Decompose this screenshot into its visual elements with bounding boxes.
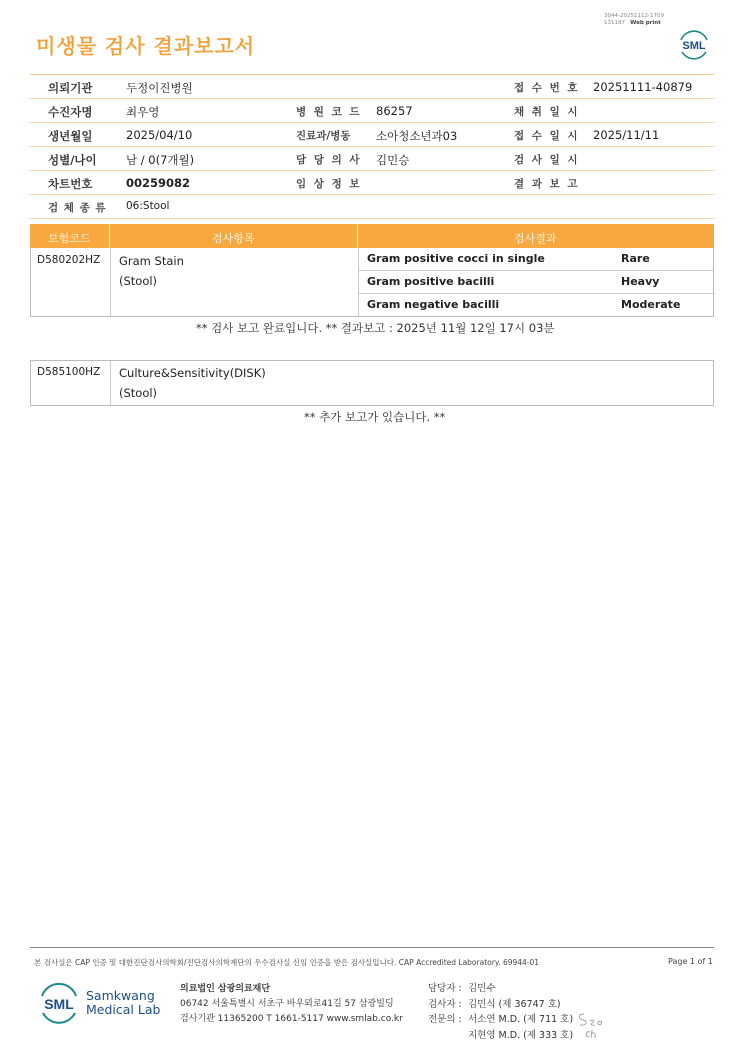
result-item-value: Heavy xyxy=(621,275,660,288)
staff-list xyxy=(428,981,573,1043)
label-chart-no: 차트번호 xyxy=(48,177,93,191)
value-receipt-date: 2025/11/11 xyxy=(593,128,660,142)
patient-info-table xyxy=(30,74,714,219)
info-row-specimen xyxy=(30,195,714,219)
header-test-item: 검사항목 xyxy=(212,232,255,245)
staff-name: 김민수 xyxy=(468,983,496,994)
info-row-chart xyxy=(30,171,714,195)
result-row-culture xyxy=(30,360,714,406)
brand-line2: Medical Lab xyxy=(86,1002,161,1017)
org-address: 06742 서울특별시 서초구 바우뫼로41길 57 삼광빌딩 xyxy=(180,999,394,1009)
result-item-name: Gram positive bacilli xyxy=(367,275,495,288)
label-specimen-type: 검 체 종 류 xyxy=(48,202,107,214)
staff-role: 검사자 : xyxy=(428,998,462,1010)
staff-role: 전문의 : xyxy=(428,1014,462,1025)
info-row-institution xyxy=(30,75,714,99)
label-birth-date: 생년월일 xyxy=(48,129,93,143)
print-code-line2: 131187 xyxy=(604,20,625,26)
result-item-value: Rare xyxy=(621,252,650,265)
label-patient-name: 수진자명 xyxy=(48,105,93,119)
result-item-name: Gram positive cocci in single xyxy=(367,252,545,265)
info-row-birth xyxy=(30,123,714,147)
sml-logo-icon xyxy=(676,26,712,62)
label-clinical-info: 임 상 정 보 xyxy=(296,178,362,190)
value-specimen-type: 06:Stool xyxy=(126,200,170,212)
header-test-result: 검사결과 xyxy=(514,232,557,245)
staff-name: 서소연 M.D. (제 711 호) xyxy=(468,1014,574,1025)
org-contact: 검사기관 11365200 T 1661-5117 www.smlab.co.kr xyxy=(180,1014,403,1024)
result-item xyxy=(359,248,713,271)
result-item xyxy=(359,271,713,294)
value-doctor: 김민승 xyxy=(376,153,410,167)
organization-info xyxy=(180,982,403,1027)
label-sex-age: 성별/나이 xyxy=(48,153,97,167)
info-row-sex-age xyxy=(30,147,714,171)
results-table xyxy=(30,224,714,317)
culture-code: D585100HZ xyxy=(37,366,101,378)
certification-note: 본 검사실은 CAP 인증 및 대한진단검사의학회/진단검사의학재단의 우수검사실 신임 인증을 받은 검사실입니다. CAP Accredited Laboratory. 69944-01 xyxy=(34,958,540,967)
label-hospital-code: 병 원 코 드 xyxy=(296,106,362,118)
staff-entry xyxy=(428,997,573,1013)
staff-entry xyxy=(428,981,573,997)
header-insurance-code: 보험코드 xyxy=(48,232,91,245)
brand-line1: Samkwang xyxy=(86,988,155,1003)
value-sex-age: 남 / 0(7개월) xyxy=(126,153,195,167)
culture-name: Culture&Sensitivity(DISK) xyxy=(119,366,266,380)
culture-specimen: (Stool) xyxy=(119,386,158,400)
label-institution: 의뢰기관 xyxy=(48,81,93,95)
results-header xyxy=(30,224,714,248)
label-test-date: 검 사 일 시 xyxy=(514,154,580,166)
value-patient-name: 최우영 xyxy=(126,105,160,119)
label-collection-date: 채 취 일 시 xyxy=(514,106,580,118)
value-institution: 두정이진병원 xyxy=(126,81,193,95)
staff-entry xyxy=(428,1028,573,1044)
samkwang-logo-text: SML xyxy=(44,996,74,1012)
label-department: 진료과/병동 xyxy=(296,130,351,142)
staff-name: 지현영 M.D. (제 333 호) xyxy=(468,1029,574,1041)
value-birth-date: 2025/04/10 xyxy=(126,128,193,142)
label-receipt-date: 접 수 일 시 xyxy=(514,130,580,142)
samkwang-logo-icon xyxy=(36,980,82,1026)
value-hospital-code: 86257 xyxy=(376,104,413,118)
staff-name: 김민식 (제 36747 호) xyxy=(468,998,561,1010)
report-complete-note: ** 검사 보고 완료입니다. ** 결과보고 : 2025년 11월 12일 17시 03분 xyxy=(196,321,555,335)
gram-stain-specimen: (Stool) xyxy=(119,274,158,288)
label-doctor: 담 당 의 사 xyxy=(296,154,362,166)
result-item-value: Moderate xyxy=(621,298,681,311)
value-department: 소아청소년과03 xyxy=(376,129,458,143)
web-print-label: Web print xyxy=(630,20,661,26)
gram-stain-name: Gram Stain xyxy=(119,254,184,268)
print-code-line1: 3044-20251112-1709 xyxy=(604,13,664,19)
print-code xyxy=(604,13,664,27)
gram-stain-code: D580202HZ xyxy=(37,254,101,266)
result-row-gram-stain xyxy=(30,248,714,317)
staff-role: 담당자 : xyxy=(428,983,462,994)
label-result-report: 결 과 보 고 xyxy=(514,178,580,190)
report-title: 미생물 검사 결과보고서 xyxy=(36,34,256,58)
staff-entry xyxy=(428,1012,573,1028)
org-name: 의료법인 삼광의료재단 xyxy=(180,984,271,994)
result-item-name: Gram negative bacilli xyxy=(367,298,500,311)
label-accession-no: 접 수 번 호 xyxy=(514,82,580,94)
brand-name xyxy=(86,989,160,1017)
value-chart-no: 00259082 xyxy=(126,176,191,190)
value-accession-no: 20251111-40879 xyxy=(593,80,693,94)
footer-divider xyxy=(30,947,714,948)
info-row-patient xyxy=(30,99,714,123)
sml-logo-text: SML xyxy=(682,40,706,52)
page-number: Page 1 of 1 xyxy=(668,957,713,966)
additional-report-note: ** 추가 보고가 있습니다. ** xyxy=(304,410,446,424)
result-item xyxy=(359,294,713,316)
signature-image xyxy=(576,1010,610,1040)
